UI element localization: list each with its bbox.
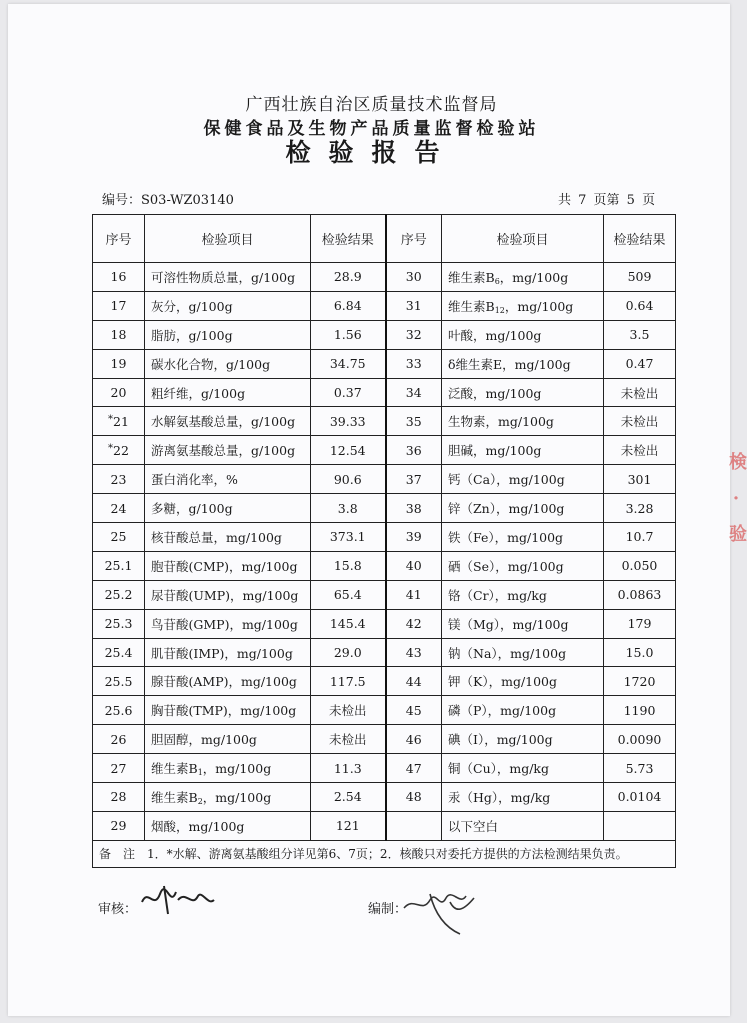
item-cell — [442, 407, 604, 436]
seq-number: 38 — [405, 500, 422, 516]
col-seq-left: 序号 — [93, 215, 145, 263]
item-name: 水解氨基酸总量，g/100g — [151, 414, 296, 430]
table-row — [93, 523, 676, 552]
item-cell — [145, 580, 311, 609]
item-name: 鸟苷酸(GMP)，mg/100g — [151, 616, 298, 632]
note-cell — [93, 840, 676, 867]
report-title: 检验报告 — [285, 138, 458, 167]
item-cell — [145, 754, 311, 783]
item-name: 铁（Fe），mg/100g — [448, 529, 564, 545]
table-row — [93, 436, 676, 465]
item-name: 肌苷酸(IMP)，mg/100g — [151, 645, 293, 661]
item-name: 以下空白 — [448, 818, 499, 834]
item-cell — [442, 725, 604, 754]
seq-number: 19 — [110, 356, 127, 372]
seq-cell — [93, 754, 145, 783]
item-name: 粗纤维，g/100g — [151, 385, 246, 401]
result-cell: 3.8 — [311, 494, 386, 523]
item-unit: ，mg/100g — [504, 298, 574, 314]
table-row — [93, 378, 676, 407]
seq-cell — [386, 667, 442, 696]
seq-number: 21 — [113, 413, 129, 429]
result-cell: 39.33 — [311, 407, 386, 436]
item-name: 可溶性物质总量，g/100g — [151, 269, 296, 285]
note-row — [93, 840, 676, 867]
item-cell — [145, 349, 311, 378]
item-name: 叶酸，mg/100g — [448, 327, 542, 343]
seq-cell — [93, 638, 145, 667]
item-subscript: 1 — [197, 768, 203, 778]
seq-cell — [93, 494, 145, 523]
seq-cell — [386, 263, 442, 292]
item-cell — [145, 465, 311, 494]
item-name: 胆碱，mg/100g — [448, 443, 542, 459]
result-cell: 373.1 — [311, 523, 386, 552]
result-cell: 179 — [604, 609, 676, 638]
table-row — [93, 407, 676, 436]
table-row — [93, 551, 676, 580]
col-item-right: 检验项目 — [442, 215, 604, 263]
result-cell: 301 — [604, 465, 676, 494]
item-cell — [145, 436, 311, 465]
result-cell: 509 — [604, 263, 676, 292]
result-cell: 90.6 — [311, 465, 386, 494]
item-name: 尿苷酸(UMP)，mg/100g — [151, 587, 299, 603]
col-seq-right: 序号 — [386, 215, 442, 263]
result-cell: 0.37 — [311, 378, 386, 407]
item-name: 多糖，g/100g — [151, 501, 233, 517]
seq-cell — [93, 263, 145, 292]
result-cell: 15.0 — [604, 638, 676, 667]
result-cell: 34.75 — [311, 349, 386, 378]
item-cell — [145, 725, 311, 754]
seq-cell — [386, 378, 442, 407]
seq-number: 26 — [110, 731, 127, 747]
item-cell — [145, 551, 311, 580]
seq-cell — [93, 320, 145, 349]
seq-number: 45 — [405, 702, 422, 718]
table-row — [93, 783, 676, 812]
result-cell: 2.54 — [311, 783, 386, 812]
seq-cell — [386, 320, 442, 349]
table-row — [93, 811, 676, 840]
seq-number: 29 — [110, 818, 127, 834]
seq-cell — [93, 523, 145, 552]
item-cell — [145, 811, 311, 840]
item-name: 灰分，g/100g — [151, 298, 233, 314]
seq-cell — [93, 725, 145, 754]
result-cell: 3.5 — [604, 320, 676, 349]
red-stamp-edge: 検 · 验 — [729, 452, 747, 545]
item-name: 磷（P），mg/100g — [448, 703, 557, 719]
seq-number: 16 — [110, 269, 127, 285]
seq-number: 46 — [405, 731, 422, 747]
item-cell — [442, 320, 604, 349]
item-cell — [442, 754, 604, 783]
seq-cell — [93, 811, 145, 840]
seq-number: 42 — [405, 616, 422, 632]
seq-cell — [386, 696, 442, 725]
seq-cell — [93, 436, 145, 465]
table-row — [93, 754, 676, 783]
reviewer-label: 审核： — [98, 902, 138, 917]
item-cell — [442, 580, 604, 609]
item-cell — [145, 407, 311, 436]
seq-number: 35 — [405, 413, 422, 429]
report-number: 编号：S03-WZ03140 — [102, 193, 234, 208]
item-name: 锌（Zn），mg/100g — [448, 501, 565, 517]
seq-cell — [386, 754, 442, 783]
seq-number: 34 — [405, 385, 422, 400]
seq-number: 25.2 — [104, 587, 133, 603]
seq-cell — [93, 609, 145, 638]
item-cell — [145, 609, 311, 638]
seq-cell — [386, 407, 442, 436]
item-name: 泛酸，mg/100g — [448, 385, 542, 401]
seq-cell — [93, 349, 145, 378]
seq-cell — [386, 494, 442, 523]
item-cell — [442, 551, 604, 580]
table-row — [93, 291, 676, 320]
table-body — [93, 263, 676, 841]
seq-number: 30 — [405, 269, 422, 285]
seq-number: 22 — [113, 442, 129, 458]
result-cell: 1190 — [604, 696, 676, 725]
item-cell — [442, 436, 604, 465]
result-cell: 28.9 — [311, 263, 386, 292]
result-cell: 10.7 — [604, 523, 676, 552]
seq-cell — [93, 580, 145, 609]
seq-cell — [93, 465, 145, 494]
result-cell: 未检出 — [604, 407, 676, 436]
table-row — [93, 580, 676, 609]
seq-cell — [386, 783, 442, 812]
result-cell — [604, 811, 676, 840]
seq-cell — [386, 580, 442, 609]
seq-number: 28 — [110, 789, 127, 805]
item-name: 游离氨基酸总量，g/100g — [151, 443, 296, 459]
table-row — [93, 465, 676, 494]
result-cell: 未检出 — [311, 696, 386, 725]
col-result-left: 检验结果 — [311, 215, 386, 263]
seq-mark: * — [108, 442, 114, 454]
seq-number: 23 — [110, 471, 127, 487]
item-cell — [442, 811, 604, 840]
seq-number: 39 — [405, 529, 422, 545]
result-cell: 6.84 — [311, 291, 386, 320]
item-name: 烟酸，mg/100g — [151, 818, 245, 834]
reviewer-signature — [138, 880, 218, 924]
seq-number: 25.1 — [104, 558, 133, 574]
result-cell: 5.73 — [604, 754, 676, 783]
editor-signature — [400, 880, 480, 942]
item-name: 维生素B — [151, 761, 198, 777]
item-name: 维生素B — [448, 298, 495, 314]
item-cell — [442, 523, 604, 552]
seq-number: 25.6 — [104, 702, 133, 718]
seq-number: 20 — [110, 385, 127, 400]
item-name: 生物素，mg/100g — [448, 414, 554, 430]
table-row — [93, 609, 676, 638]
seq-number: 40 — [405, 558, 422, 574]
table-row — [93, 263, 676, 292]
result-cell: 未检出 — [604, 436, 676, 465]
seq-cell — [93, 783, 145, 812]
seq-cell — [386, 291, 442, 320]
table-row — [93, 349, 676, 378]
seq-mark: * — [108, 413, 114, 425]
seq-cell — [93, 696, 145, 725]
seq-number: 24 — [110, 500, 127, 516]
item-subscript: 6 — [494, 276, 500, 286]
seq-cell — [386, 609, 442, 638]
result-cell: 1.56 — [311, 320, 386, 349]
seq-number: 25 — [110, 529, 127, 545]
seq-cell — [386, 725, 442, 754]
result-cell: 1720 — [604, 667, 676, 696]
agency-title: 广西壮族自治区质量技术监督局 — [245, 95, 498, 115]
item-cell — [145, 291, 311, 320]
result-cell: 0.47 — [604, 349, 676, 378]
result-cell: 3.28 — [604, 494, 676, 523]
item-cell — [442, 609, 604, 638]
item-cell — [442, 349, 604, 378]
item-name: 胞苷酸(CMP)，mg/100g — [151, 558, 298, 574]
note-label: 备 注 — [99, 847, 136, 862]
result-cell: 117.5 — [311, 667, 386, 696]
table-row — [93, 638, 676, 667]
item-name: 汞（Hg），mg/kg — [448, 789, 551, 805]
result-cell: 15.8 — [311, 551, 386, 580]
result-cell: 65.4 — [311, 580, 386, 609]
table-row — [93, 725, 676, 754]
item-name: 钾（K），mg/100g — [448, 674, 558, 690]
result-cell: 未检出 — [311, 725, 386, 754]
seq-number: 37 — [405, 471, 422, 487]
table-row — [93, 667, 676, 696]
result-cell: 11.3 — [311, 754, 386, 783]
seq-number: 36 — [405, 442, 422, 458]
editor-label: 编制： — [368, 902, 408, 917]
item-name: 腺苷酸(AMP)，mg/100g — [151, 674, 297, 690]
item-cell — [442, 263, 604, 292]
seq-cell — [386, 811, 442, 840]
seq-cell — [386, 551, 442, 580]
result-cell: 0.0104 — [604, 783, 676, 812]
item-cell — [442, 378, 604, 407]
results-table — [92, 214, 676, 868]
seq-number: 18 — [110, 327, 127, 343]
result-cell: 0.64 — [604, 291, 676, 320]
item-subscript: 2 — [197, 796, 203, 806]
item-cell — [442, 291, 604, 320]
item-name: 胆固醇，mg/100g — [151, 732, 257, 748]
seq-number: 47 — [405, 760, 422, 776]
seq-cell — [386, 436, 442, 465]
result-cell: 未检出 — [604, 378, 676, 407]
table-row — [93, 494, 676, 523]
table-header-row — [93, 215, 676, 263]
seq-cell — [386, 349, 442, 378]
item-cell — [145, 638, 311, 667]
item-name: 维生素B — [448, 269, 495, 285]
item-name: 蛋白消化率，% — [151, 472, 238, 488]
result-cell: 0.050 — [604, 551, 676, 580]
item-name: 钙（Ca），mg/100g — [448, 472, 565, 488]
item-name: δ维生素E，mg/100g — [448, 356, 571, 372]
result-cell: 12.54 — [311, 436, 386, 465]
col-item-left: 检验项目 — [145, 215, 311, 263]
item-cell — [442, 638, 604, 667]
result-cell: 121 — [311, 811, 386, 840]
seq-number: 43 — [405, 645, 422, 661]
station-title: 保健食品及生物产品质量监督检验站 — [203, 119, 540, 139]
item-unit: ，mg/100g — [499, 269, 569, 285]
item-name: 硒（Se），mg/100g — [448, 558, 564, 574]
seq-cell — [386, 638, 442, 667]
item-name: 碘（I），mg/100g — [448, 732, 553, 748]
table-row — [93, 696, 676, 725]
seq-number: 33 — [405, 356, 422, 372]
seq-number: 41 — [405, 587, 422, 603]
item-name: 脂肪，g/100g — [151, 327, 233, 343]
result-cell: 0.0090 — [604, 725, 676, 754]
result-cell: 0.0863 — [604, 580, 676, 609]
note-text: 1．*水解、游离氨基酸组分详见第6、7页；2．核酸只对委托方提供的方法检测结果负责。 — [147, 847, 628, 862]
seq-number: 31 — [405, 298, 422, 314]
item-cell — [442, 696, 604, 725]
item-cell — [145, 783, 311, 812]
item-cell — [442, 667, 604, 696]
seq-cell — [93, 291, 145, 320]
item-cell — [145, 320, 311, 349]
seq-cell — [386, 465, 442, 494]
table-row — [93, 320, 676, 349]
item-cell — [145, 696, 311, 725]
seq-number: 17 — [110, 298, 127, 314]
seq-number: 25.4 — [104, 645, 133, 661]
seq-number: 48 — [405, 789, 422, 805]
result-cell: 29.0 — [311, 638, 386, 667]
item-cell — [442, 465, 604, 494]
item-name: 碳水化合物，g/100g — [151, 356, 271, 372]
seq-number: 32 — [405, 327, 422, 343]
item-cell — [442, 783, 604, 812]
item-name: 胸苷酸(TMP)，mg/100g — [151, 703, 297, 719]
seq-cell — [93, 378, 145, 407]
item-name: 核苷酸总量，mg/100g — [151, 529, 282, 545]
col-result-right: 检验结果 — [604, 215, 676, 263]
seq-cell — [93, 407, 145, 436]
item-name: 镁（Mg），mg/100g — [448, 616, 569, 632]
item-cell — [145, 378, 311, 407]
item-cell — [442, 494, 604, 523]
item-name: 铬（Cr），mg/kg — [448, 587, 547, 603]
seq-number: 44 — [405, 673, 422, 689]
seq-number: 25.5 — [104, 673, 133, 689]
item-unit: ，mg/100g — [202, 761, 272, 777]
item-cell — [145, 523, 311, 552]
page-indicator: 共 7 页第 5 页 — [558, 193, 656, 208]
item-name: 铜（Cu），mg/kg — [448, 761, 550, 777]
item-unit: ，mg/100g — [202, 789, 272, 805]
seq-cell — [93, 551, 145, 580]
item-name: 钠（Na），mg/100g — [448, 645, 567, 661]
seq-cell — [93, 667, 145, 696]
item-subscript: 12 — [494, 305, 505, 315]
seq-number: 27 — [110, 760, 127, 776]
item-cell — [145, 667, 311, 696]
seq-number: 25.3 — [104, 616, 133, 632]
result-cell: 145.4 — [311, 609, 386, 638]
item-cell — [145, 263, 311, 292]
seq-cell — [386, 523, 442, 552]
item-name: 维生素B — [151, 789, 198, 805]
item-cell — [145, 494, 311, 523]
